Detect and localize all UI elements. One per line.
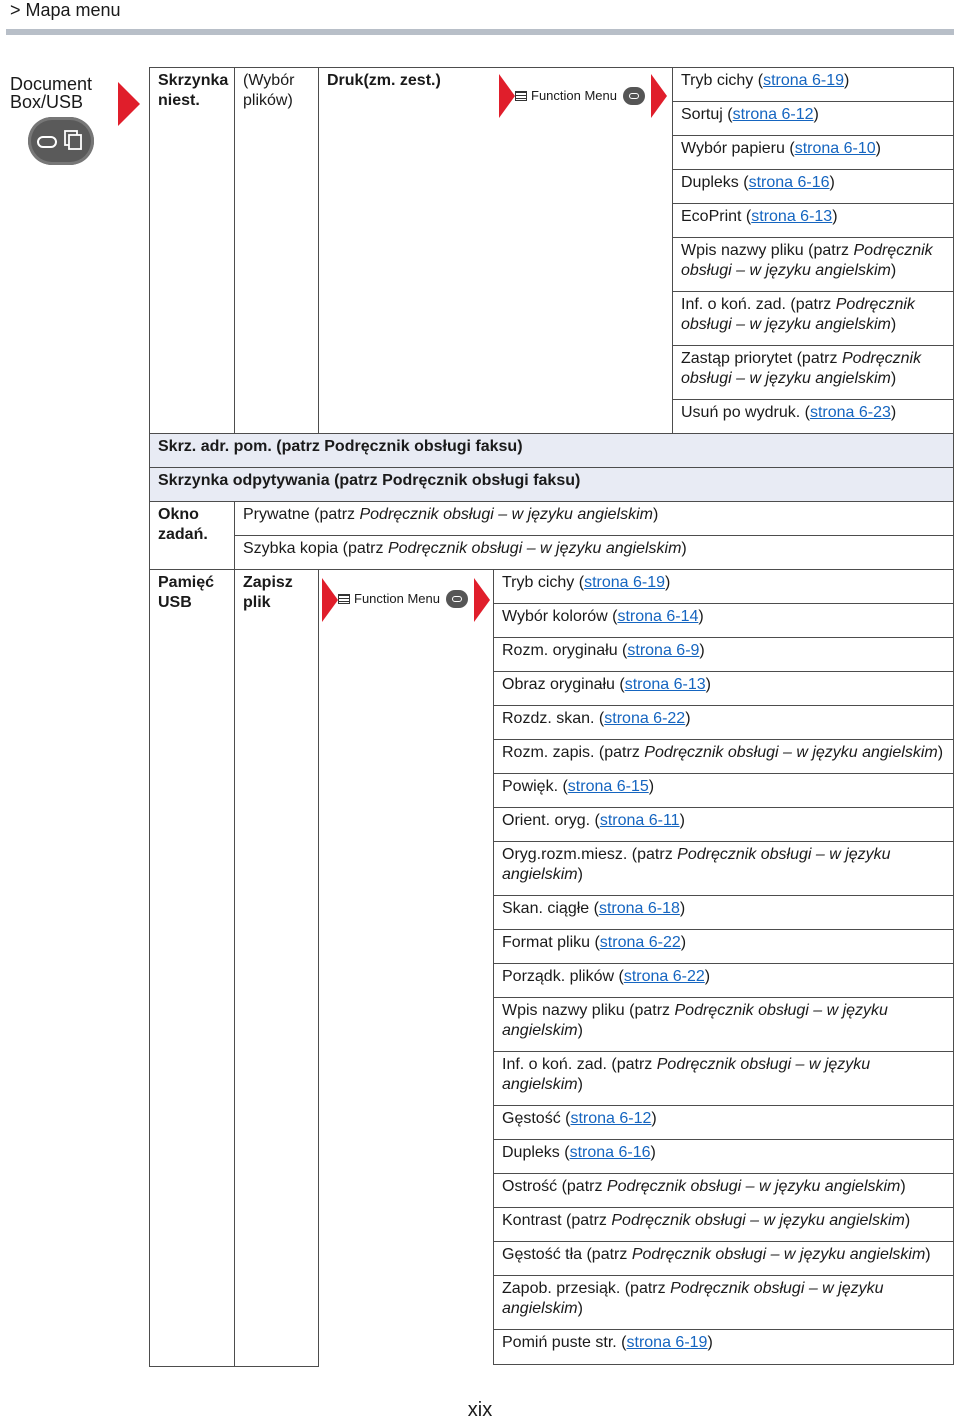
- menu-item[interactable]: Pomiń puste str. (strona 6-19): [493, 1329, 954, 1365]
- menu-item[interactable]: Inf. o koń. zad. (patrz Podręcznik obsługi – w języku angielskim): [672, 291, 954, 346]
- menu-item[interactable]: Dupleks (strona 6-16): [493, 1139, 954, 1174]
- arrow-right-icon: [651, 74, 667, 118]
- skrzynka-odpytywania-row[interactable]: Skrzynka odpytywania (patrz Podręcznik obsługi faksu): [149, 467, 954, 502]
- document-box-line2: Box/USB: [10, 92, 84, 112]
- menu-item[interactable]: Rozdz. skan. (strona 6-22): [493, 705, 954, 740]
- menu-item[interactable]: Rozm. oryginału (strona 6-9): [493, 637, 954, 672]
- menu-item[interactable]: Rozm. zapis. (patrz Podręcznik obsługi – w języku angielskim): [493, 739, 954, 774]
- page-link[interactable]: strona 6-12: [570, 1110, 652, 1127]
- wybor-plikow-cell[interactable]: (Wybór plików): [234, 67, 319, 434]
- page-link[interactable]: strona 6-11: [599, 812, 680, 829]
- menu-item[interactable]: Orient. oryg. (strona 6-11): [493, 807, 954, 842]
- document-box-line1: Document: [10, 74, 93, 94]
- breadcrumb: > Mapa menu: [10, 0, 121, 20]
- page-link[interactable]: strona 6-22: [604, 710, 686, 727]
- menu-item[interactable]: Ostrość (patrz Podręcznik obsługi – w języku angielskim): [493, 1173, 954, 1208]
- page-link[interactable]: strona 6-13: [751, 208, 833, 225]
- function-menu-key: Function Menu: [338, 585, 474, 613]
- skrz-adr-pom-row[interactable]: Skrz. adr. pom. (patrz Podręcznik obsługi faksu): [149, 433, 954, 468]
- druk-zm-zest-cell[interactable]: Druk(zm. zest.): [318, 67, 673, 434]
- menu-item[interactable]: EcoPrint (strona 6-13): [672, 203, 954, 238]
- header-rule: [6, 29, 954, 35]
- menu-item[interactable]: Dupleks (strona 6-16): [672, 169, 954, 204]
- document-box-title: [10, 75, 110, 111]
- menu-item[interactable]: Sortuj (strona 6-12): [672, 101, 954, 136]
- page-link[interactable]: strona 6-9: [627, 642, 700, 659]
- zapisz-plik-cell[interactable]: Zapisz plik: [234, 569, 319, 1367]
- menu-item[interactable]: Skan. ciągłe (strona 6-18): [493, 895, 954, 930]
- page-link[interactable]: strona 6-19: [626, 1334, 708, 1351]
- page-link[interactable]: strona 6-14: [617, 608, 699, 625]
- page-link[interactable]: strona 6-15: [567, 778, 649, 795]
- menu-item[interactable]: Wybór kolorów (strona 6-14): [493, 603, 954, 638]
- key-button-icon: [623, 87, 645, 105]
- menu-item[interactable]: Gęstość tła (patrz Podręcznik obsługi – w języku angielskim): [493, 1241, 954, 1276]
- page-number: xix: [467, 1399, 493, 1421]
- page-link[interactable]: strona 6-12: [732, 106, 814, 123]
- page-link[interactable]: strona 6-23: [809, 404, 891, 421]
- page-link[interactable]: strona 6-22: [599, 934, 681, 951]
- arrow-right-icon: [322, 578, 338, 622]
- menu-item[interactable]: Gęstość (strona 6-12): [493, 1105, 954, 1140]
- menu-item[interactable]: Wpis nazwy pliku (patrz Podręcznik obsługi – w języku angielskim): [493, 997, 954, 1052]
- menu-item[interactable]: Powięk. (strona 6-15): [493, 773, 954, 808]
- menu-item[interactable]: Tryb cichy (strona 6-19): [493, 569, 954, 604]
- menu-item[interactable]: Usuń po wydruk. (strona 6-23): [672, 399, 954, 435]
- key-button-icon: [446, 590, 468, 608]
- menu-item[interactable]: Porządk. plików (strona 6-22): [493, 963, 954, 998]
- menu-item[interactable]: Wpis nazwy pliku (patrz Podręcznik obsługi – w języku angielskim): [672, 237, 954, 292]
- menu-item[interactable]: Kontrast (patrz Podręcznik obsługi – w języku angielskim): [493, 1207, 954, 1242]
- okno-zadan-cell[interactable]: Okno zadań.: [149, 501, 235, 570]
- skrzynka-niest-cell[interactable]: Skrzynka niest.: [149, 67, 235, 434]
- menu-item[interactable]: Format pliku (strona 6-22): [493, 929, 954, 964]
- menu-list-icon: [515, 91, 527, 101]
- menu-item[interactable]: Tryb cichy (strona 6-19): [672, 67, 954, 102]
- page-link[interactable]: strona 6-16: [748, 174, 830, 191]
- page-link[interactable]: strona 6-10: [794, 140, 876, 157]
- page-link[interactable]: strona 6-19: [763, 72, 845, 89]
- page-link[interactable]: strona 6-16: [569, 1144, 651, 1161]
- arrow-right-icon: [474, 578, 490, 622]
- arrow-right-icon: [118, 82, 140, 126]
- document-box-key-icon: [28, 117, 94, 165]
- pamiec-usb-cell[interactable]: Pamięć USB: [149, 569, 235, 1367]
- page-link[interactable]: strona 6-22: [623, 968, 705, 985]
- page-link[interactable]: strona 6-19: [584, 574, 666, 591]
- page-link[interactable]: strona 6-18: [598, 900, 680, 917]
- menu-item[interactable]: Zapob. przesiąk. (patrz Podręcznik obsługi – w języku angielskim): [493, 1275, 954, 1330]
- menu-list-icon: [338, 594, 350, 604]
- arrow-right-icon: [499, 74, 515, 118]
- menu-item[interactable]: Wybór papieru (strona 6-10): [672, 135, 954, 170]
- menu-item[interactable]: Oryg.rozm.miesz. (patrz Podręcznik obsługi – w języku angielskim): [493, 841, 954, 896]
- menu-item[interactable]: Prywatne (patrz Podręcznik obsługi – w języku angielskim): [234, 501, 954, 536]
- menu-item[interactable]: Szybka kopia (patrz Podręcznik obsługi – w języku angielskim): [234, 535, 954, 570]
- function-menu-key: Function Menu: [515, 82, 651, 110]
- page-link[interactable]: strona 6-13: [624, 676, 706, 693]
- menu-item[interactable]: Inf. o koń. zad. (patrz Podręcznik obsługi – w języku angielskim): [493, 1051, 954, 1106]
- menu-item[interactable]: Obraz oryginału (strona 6-13): [493, 671, 954, 706]
- menu-item[interactable]: Zastąp priorytet (patrz Podręcznik obsługi – w języku angielskim): [672, 345, 954, 400]
